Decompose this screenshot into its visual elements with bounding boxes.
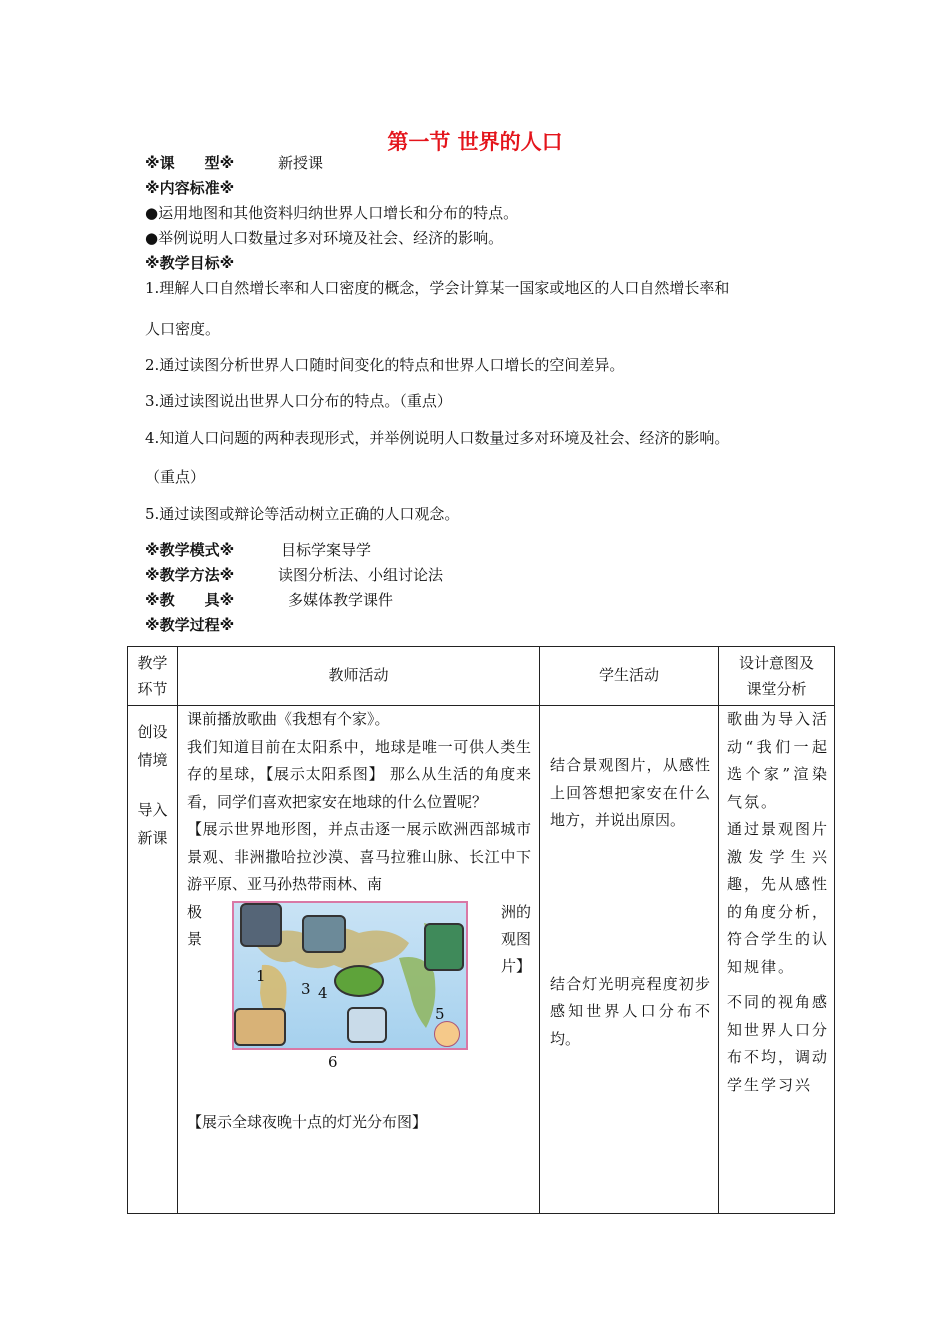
standard-item: ●运用地图和其他资料归纳世界人口增长和分布的特点。: [145, 204, 519, 222]
teacher-text: 课前播放歌曲《我想有个家》。: [187, 710, 390, 728]
mode-label: ※教学模式※: [145, 541, 235, 559]
stage-text: 创设: [137, 723, 168, 741]
teacher-text: 观图: [500, 929, 531, 948]
header-student: 学生活动: [540, 647, 719, 706]
process-label: ※教学过程※: [145, 616, 235, 634]
goal-line: 4.知道人口问题的两种表现形式，并举例说明人口数量过多对环境及社会、经济的影响。: [145, 429, 730, 447]
standard-item: ●举例说明人口数量过多对环境及社会、经济的影响。: [145, 229, 504, 247]
stage-text: 导入: [137, 801, 168, 819]
map-number: 1: [256, 966, 266, 985]
design-cell: [719, 706, 835, 1214]
teacher-text: 【展示世界地形图，并点击逐一展示欧洲西部城市景观、非洲撒哈拉沙漠、喜马拉雅山脉、长江中下游平原、亚马孙热带雨林、南: [187, 820, 531, 893]
design-text: 歌曲为导入活动“我们一起选个家”渲染气氛。: [727, 710, 830, 811]
teacher-text: 【展示全球夜晚十点的灯光分布图】: [187, 1112, 428, 1131]
method-value: 读图分析法、小组讨论法: [278, 566, 444, 584]
table-header-row: [128, 647, 835, 706]
rainforest-photo-icon: [424, 923, 464, 971]
goal-line: （重点）: [145, 468, 206, 486]
stage-text: 新课: [137, 829, 168, 847]
stage-cell: [128, 706, 178, 1214]
teacher-text: 片】: [500, 956, 531, 975]
goal-line: 5.通过读图或辩论等活动树立正确的人口观念。: [145, 505, 460, 523]
plain-photo-icon: [334, 965, 384, 997]
stage-text: 情境: [137, 751, 168, 769]
goal-line: 3.通过读图说出世界人口分布的特点。（重点）: [145, 392, 452, 410]
student-text: 结合景观图片，从感性上回答想把家安在什么地方，并说出原因。: [550, 756, 710, 829]
header-teacher: 教师活动: [178, 647, 540, 706]
method-label: ※教学方法※: [145, 566, 235, 584]
teacher-text: 洲的: [500, 902, 531, 921]
tools-value: 多媒体教学课件: [288, 591, 394, 609]
process-table: [127, 646, 835, 1214]
mode-value: 目标学案导学: [281, 541, 372, 559]
design-text: 不同的视角感知世界人口分布不均，调动学生学习兴: [727, 993, 830, 1094]
goal-line: 人口密度。: [145, 320, 221, 338]
teacher-text: 极: [187, 902, 203, 921]
antarctic-photo-icon: [347, 1007, 387, 1043]
course-type-label: ※课 型※: [145, 154, 235, 172]
mountain-photo-icon: [302, 915, 346, 953]
design-text: 通过景观图片激发学生兴趣，先从感性的角度分析，符合学生的认知规律。: [727, 820, 830, 976]
goals-label: ※教学目标※: [145, 254, 235, 272]
table-row: [128, 706, 835, 1214]
teacher-activity-cell: [178, 706, 540, 1214]
goal-line: 2.通过读图分析世界人口随时间变化的特点和世界人口增长的空间差异。: [145, 356, 625, 374]
map-number: 4: [318, 983, 328, 1002]
map-number: 6: [328, 1052, 338, 1071]
map-number: 5: [435, 1004, 445, 1023]
student-activity-cell: [540, 706, 719, 1214]
desert-photo-icon: [234, 1008, 286, 1046]
world-map-image: [232, 901, 468, 1050]
page-title: 第一节 世界的人口: [387, 130, 563, 154]
city-photo-icon: [240, 903, 282, 947]
map-number: 3: [301, 979, 311, 998]
goal-line: 1.理解人口自然增长率和人口密度的概念，学会计算某一国家或地区的人口自然增长率和: [145, 279, 730, 297]
student-text: 结合灯光明亮程度初步感知世界人口分布不均。: [550, 974, 710, 1048]
header-stage: 教学 环节: [128, 647, 178, 706]
map-figure: [187, 899, 531, 1161]
header-design: 设计意图及 课堂分析: [719, 647, 835, 706]
teacher-text: 我们知道目前在太阳系中，地球是唯一可供人类生存的星球，【展示太阳系图】 那么从生活的角度来看，同学们喜欢把家安在地球的什么位置呢？: [187, 737, 531, 811]
teacher-text: 景: [187, 929, 203, 948]
tools-label: ※教 具※: [145, 591, 235, 609]
course-type-value: 新授课: [278, 154, 324, 172]
standards-label: ※内容标准※: [145, 179, 235, 197]
